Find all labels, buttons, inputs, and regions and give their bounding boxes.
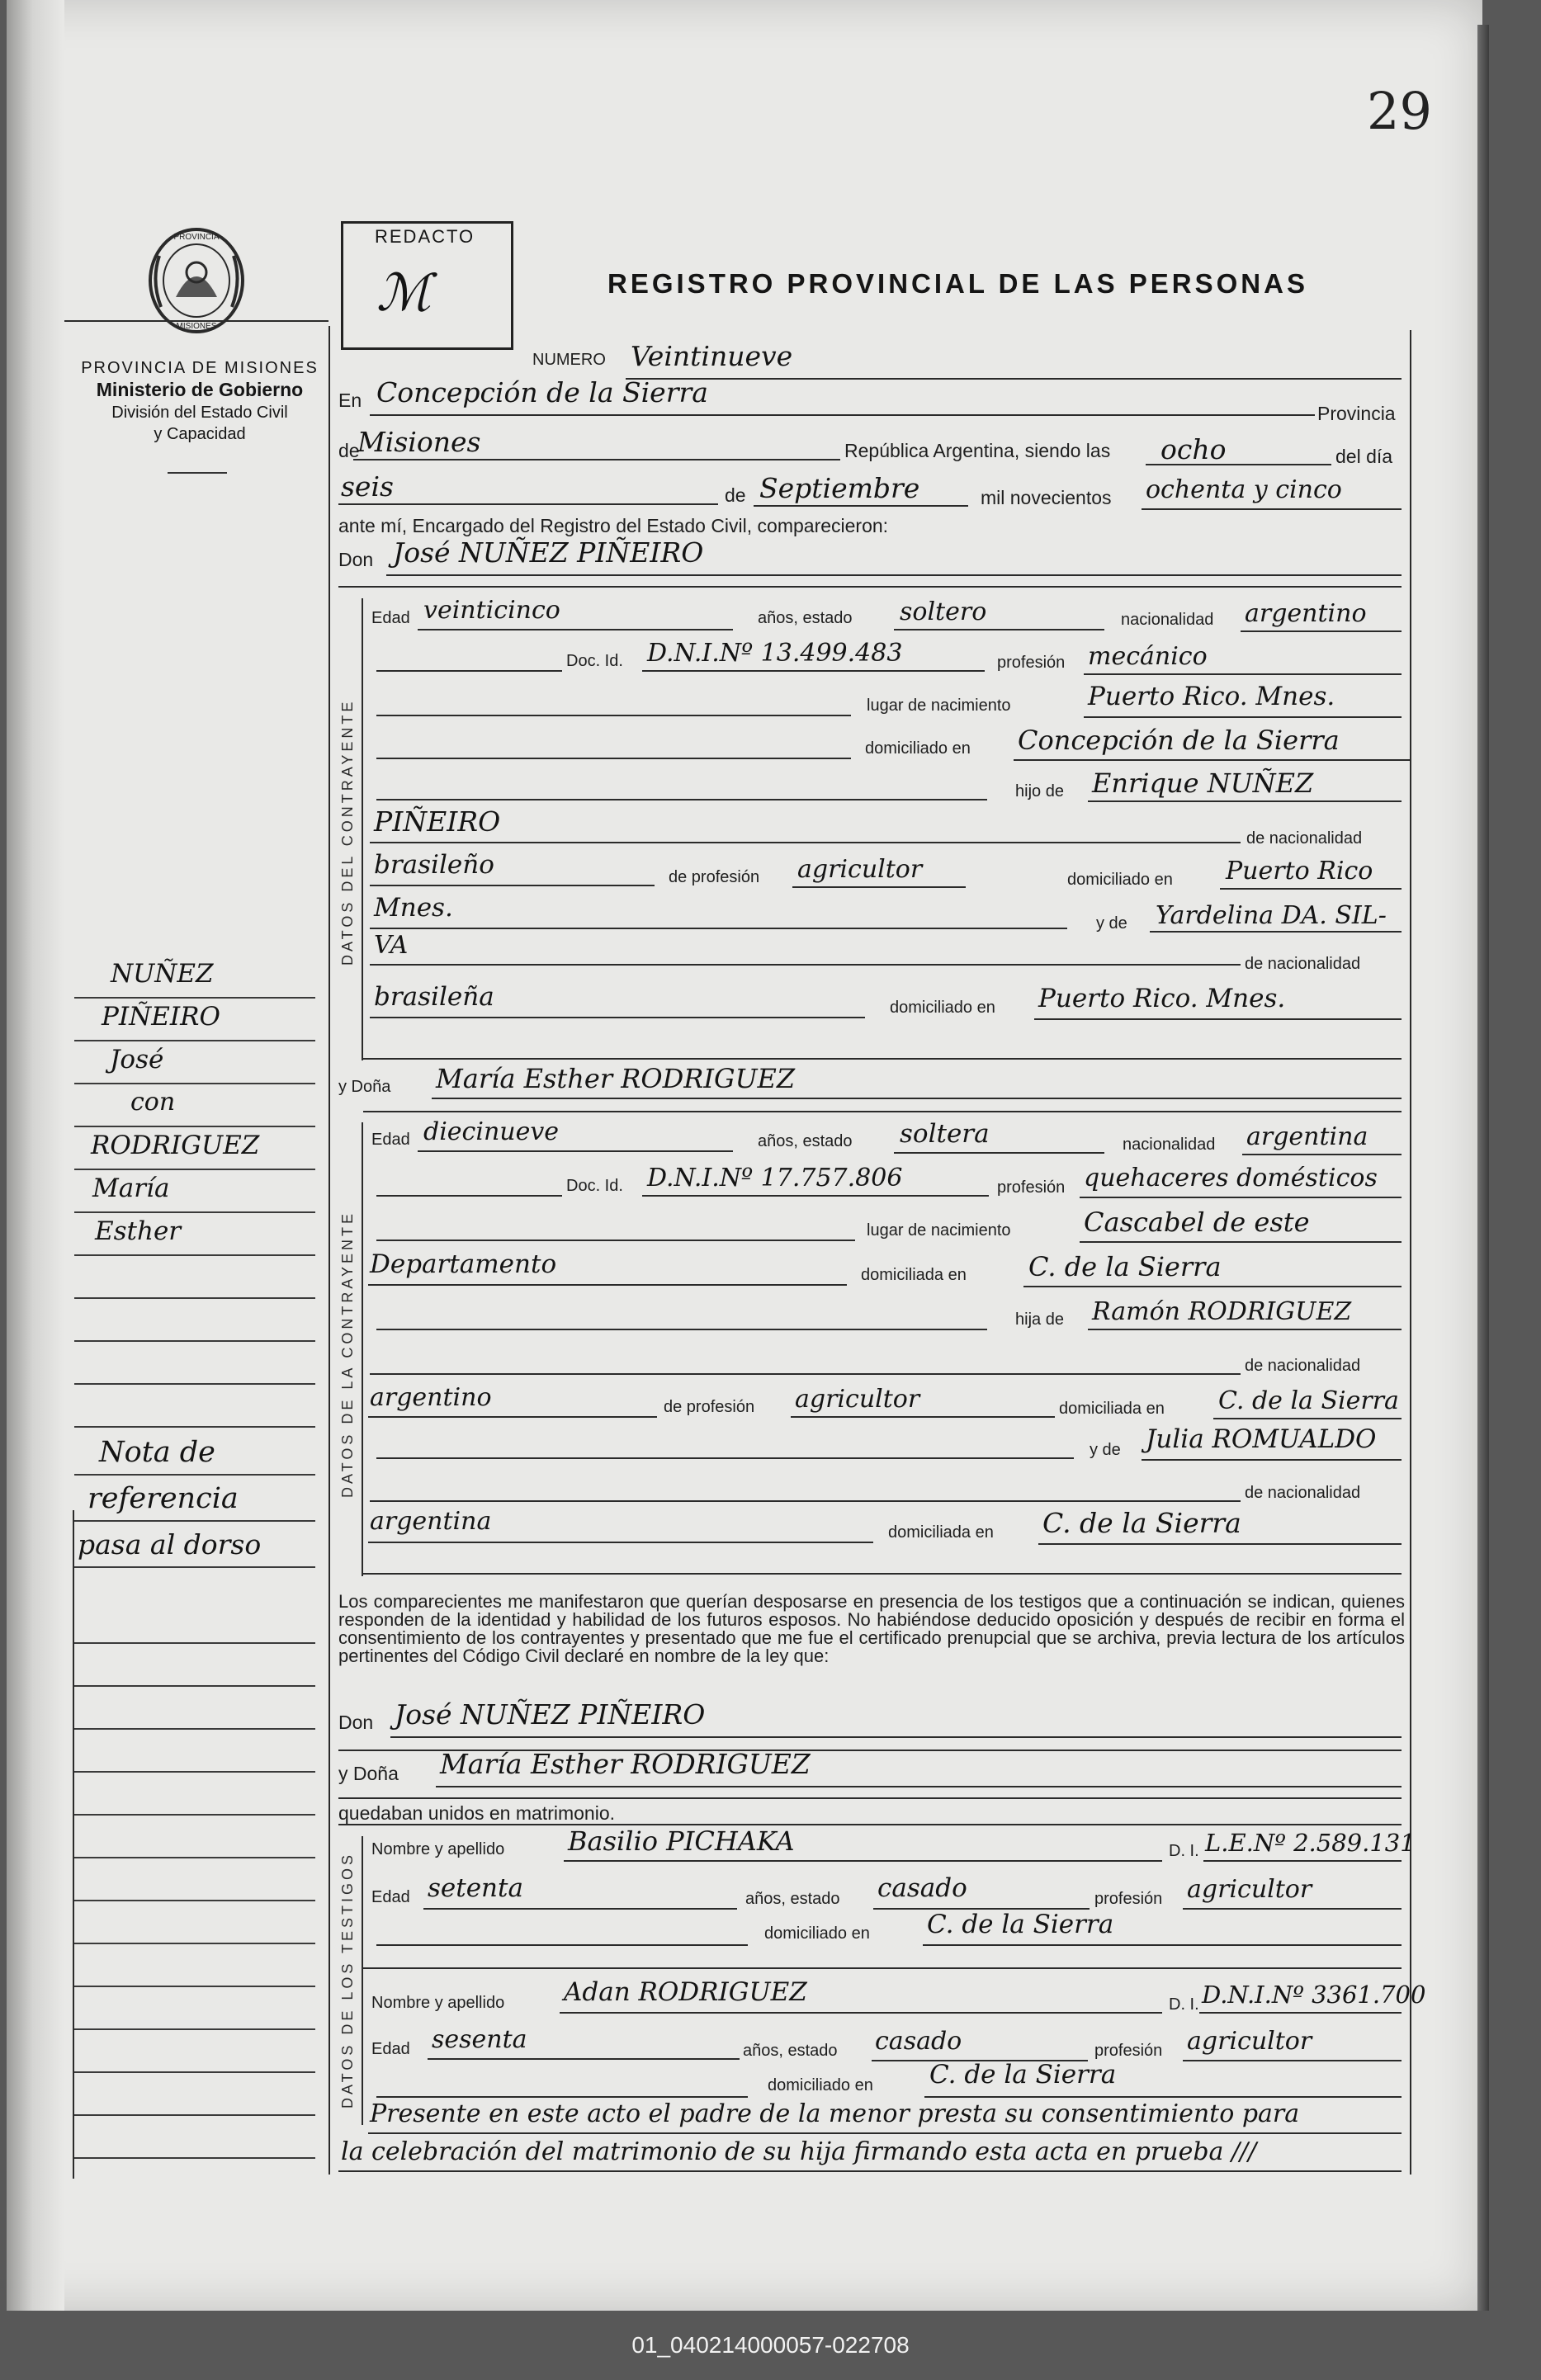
rule: [338, 1797, 1402, 1799]
rule: [370, 1017, 865, 1018]
profesion-value: mecánico: [1088, 642, 1208, 671]
margin-nota-1: Nota de: [99, 1436, 215, 1469]
padre-profesion-value: agricultor: [795, 1385, 920, 1414]
y-dona-label: y Doña: [338, 1078, 391, 1096]
profesion-label: profesión: [997, 654, 1066, 672]
margin-nota-2: referencia: [87, 1482, 239, 1515]
padre-2-value: PIÑEIRO: [374, 805, 501, 838]
margin-left-rule: [73, 1510, 74, 2179]
margin-rule: [74, 1814, 315, 1816]
rule: [894, 1152, 1104, 1154]
estado-value: soltero: [900, 597, 987, 626]
de-nacionalidad-label: de nacionalidad: [1246, 829, 1363, 848]
anio-value: ochenta y cinco: [1146, 475, 1342, 504]
rule: [1034, 1018, 1402, 1020]
margin-rule: [74, 1254, 315, 1256]
contrayente-2-nombre: María Esther RODRIGUEZ: [436, 1063, 796, 1094]
rule: [418, 1150, 733, 1152]
estado-value: soltera: [900, 1119, 990, 1149]
de-nacionalidad-label: de nacionalidad: [1245, 1357, 1361, 1375]
madre-2-value: VA: [374, 931, 409, 960]
lugar-nac-label: lugar de nacimiento: [867, 697, 1011, 715]
rule: [368, 1542, 873, 1543]
rule: [1183, 1908, 1402, 1910]
rule: [376, 1329, 987, 1330]
dia-value: seis: [341, 470, 394, 503]
rule: [338, 2170, 1402, 2172]
rule: [626, 378, 1402, 380]
page-number: 29: [1367, 81, 1432, 141]
rule: [368, 2132, 1402, 2134]
hijo-label: hijo de: [1015, 782, 1064, 800]
profesion-value: quehaceres domésticos: [1084, 1164, 1378, 1192]
margin-rule: [74, 1474, 315, 1476]
registry-page: [7, 0, 1482, 2311]
madre-value: Julia ROMUALDO: [1146, 1424, 1377, 1454]
margin-rule: [74, 1126, 315, 1127]
nota-final-line-1: Presente en este acto el padre de la menor presta su consentimiento para: [370, 2099, 1300, 2128]
t1-di-label: D. I.: [1169, 1842, 1199, 1860]
lugar-nac-value: Puerto Rico. Mnes.: [1088, 682, 1335, 711]
section-label-testigos: DATOS DE LOS TESTIGOS: [339, 1851, 356, 2108]
margin-rule: [74, 1340, 315, 1342]
rule: [376, 799, 987, 800]
margin-nombre: José: [110, 1045, 164, 1074]
t2-estado-label: años, estado: [743, 2042, 838, 2060]
margin-nota-3: pasa al dorso: [78, 1528, 262, 1561]
de-profesion-label: de profesión: [669, 868, 760, 886]
t1-domiciliado-label: domiciliado en: [764, 1924, 870, 1943]
rule: [642, 670, 985, 672]
t1-nombre-value: Basilio PICHAKA: [568, 1825, 795, 1857]
t2-di-value: D.N.I.Nº 3361.700: [1202, 1981, 1426, 2009]
edad-value: diecinueve: [423, 1117, 560, 1146]
madre-domiciliado-label: domiciliado en: [890, 999, 995, 1017]
margin-rule: [74, 1943, 315, 1944]
margin-apellido-2: PIÑEIRO: [102, 1002, 220, 1032]
scan-id: 01_040214000057-022708: [631, 2332, 910, 2358]
rule: [1150, 931, 1402, 933]
quedaban-label: quedaban unidos en matrimonio.: [338, 1802, 616, 1824]
margin-con: con: [130, 1088, 176, 1117]
rule: [1220, 888, 1402, 890]
margin-apellido-3: RODRIGUEZ: [91, 1131, 260, 1160]
madre-domicilio-value: Puerto Rico. Mnes.: [1038, 984, 1286, 1013]
rule: [368, 1416, 657, 1418]
y-de-label: y de: [1090, 1441, 1121, 1459]
t2-nombre-value: Adan RODRIGUEZ: [564, 1977, 807, 2007]
rule: [924, 2096, 1402, 2098]
republica-label: República Argentina, siendo las: [844, 440, 1111, 461]
doc-value: D.N.I.Nº 13.499.483: [647, 639, 903, 668]
testigos-frame: [362, 1836, 363, 2125]
rule: [363, 1058, 1402, 1060]
margin-rule: [74, 2114, 315, 2116]
rule: [370, 1500, 1241, 1502]
contrayente-1-nombre: José NUÑEZ PIÑEIRO: [393, 536, 704, 569]
org-division: División del Estado Civil: [111, 404, 288, 422]
main-frame-left: [329, 326, 330, 2175]
org-divider: [168, 472, 227, 474]
mil-label: mil novecientos: [981, 487, 1112, 508]
margin-rule: [74, 1169, 315, 1170]
margin-nombre-2: María: [92, 1173, 170, 1203]
hora-value: ocho: [1160, 433, 1227, 465]
doc-value: D.N.I.Nº 17.757.806: [647, 1164, 903, 1192]
rule: [376, 1944, 748, 1946]
padre-domiciliado-label: domiciliado en: [1067, 871, 1173, 889]
rule: [390, 1736, 1402, 1738]
t1-estado-value: casado: [877, 1873, 967, 1903]
rule: [564, 1860, 1162, 1862]
t1-edad-value: setenta: [428, 1873, 523, 1903]
de-mes-label: de: [725, 484, 746, 506]
rule: [338, 586, 1402, 588]
margin-rule: [74, 2028, 315, 2030]
margin-rule: [74, 1771, 315, 1773]
rule: [376, 715, 851, 716]
rule: [370, 928, 1067, 929]
provincia-value: Misiones: [357, 426, 481, 458]
numero-label: NUMERO: [532, 351, 606, 369]
domiciliado-label: domiciliado en: [865, 739, 971, 758]
margin-rule: [74, 997, 315, 999]
rule: [376, 2096, 748, 2098]
edad-value: veinticinco: [423, 596, 560, 625]
nacionalidad-value: argentino: [1245, 599, 1367, 628]
t2-edad-label: Edad: [371, 2040, 410, 2058]
lugar-value: Concepción de la Sierra: [376, 376, 708, 408]
rule: [370, 885, 655, 886]
rule: [376, 1240, 855, 1241]
rule: [1241, 630, 1402, 632]
rule: [1088, 800, 1402, 802]
mes-value: Septiembre: [759, 472, 920, 504]
rule: [376, 758, 851, 759]
t1-domicilio-value: C. de la Sierra: [927, 1910, 1114, 1939]
t2-profesion-value: agricultor: [1187, 2027, 1312, 2056]
padre-domicilio-2: Mnes.: [374, 893, 453, 923]
provincia-label: Provincia: [1317, 403, 1396, 424]
margin-rule: [74, 2071, 315, 2073]
esposa-value: María Esther RODRIGUEZ: [440, 1748, 811, 1780]
domiciliada-label: domiciliada en: [861, 1266, 967, 1284]
hija-label: hija de: [1015, 1310, 1064, 1329]
t1-edad-label: Edad: [371, 1888, 410, 1906]
numero-value: Veintinueve: [631, 340, 793, 372]
rule: [370, 842, 1241, 843]
del-dia-label: del día: [1335, 446, 1393, 467]
t1-nombre-label: Nombre y apellido: [371, 1840, 505, 1858]
rule: [1080, 1197, 1402, 1198]
org-ministry: Ministerio de Gobierno: [96, 379, 304, 400]
padre-domicilio-value: C. de la Sierra: [1218, 1386, 1399, 1415]
margin-rule: [74, 2157, 315, 2159]
ante-label: ante mí, Encargado del Registro del Estado Civil, comparecieron:: [338, 515, 889, 536]
madre-nacionalidad-value: brasileña: [374, 982, 494, 1012]
dona-label: y Doña: [338, 1763, 399, 1784]
t2-profesion-label: profesión: [1094, 2042, 1163, 2060]
seal-top-text: PROVINCIA: [173, 233, 220, 242]
rule: [1023, 1286, 1402, 1287]
margin-nombre-3: Esther: [95, 1216, 182, 1246]
rule: [1080, 1241, 1402, 1243]
padre-nacionalidad-value: argentino: [370, 1383, 492, 1412]
rule: [1142, 508, 1402, 510]
padre-nacionalidad-value: brasileño: [374, 850, 494, 880]
rule: [368, 1284, 847, 1286]
madre-nacionalidad-label: de nacionalidad: [1245, 1484, 1361, 1502]
padre-1-value: Enrique NUÑEZ: [1092, 767, 1314, 799]
rule: [560, 2012, 1162, 2014]
rule: [363, 1967, 1402, 1969]
profesion-label: profesión: [997, 1178, 1066, 1197]
rule: [338, 503, 718, 505]
margin-rule: [74, 1642, 315, 1644]
rule: [1199, 2012, 1402, 2014]
rule: [376, 1195, 562, 1197]
padre-domiciliada-label: domiciliada en: [1059, 1400, 1165, 1418]
y-de-label: y de: [1096, 914, 1127, 933]
margin-rule: [74, 1083, 315, 1084]
rule: [363, 1573, 1402, 1575]
book-edge: [1477, 25, 1489, 2311]
rule: [792, 886, 966, 888]
margin-rule: [74, 1728, 315, 1730]
redacto-signature: ℳ: [376, 262, 432, 323]
t2-domicilio-value: C. de la Sierra: [929, 2060, 1117, 2090]
contrayente-2-frame: [362, 1122, 363, 1576]
rule: [353, 459, 840, 460]
margin-top-rule: [64, 320, 329, 322]
rule: [338, 1824, 1402, 1825]
madre-nacionalidad-value: argentina: [370, 1507, 492, 1536]
org-province: PROVINCIA DE MISIONES: [81, 359, 319, 377]
margin-rule: [74, 1426, 315, 1428]
rule: [1242, 1154, 1402, 1155]
margin-rule: [74, 1297, 315, 1299]
nota-final-line-2: la celebración del matrimonio de su hija firmando esta acta en prueba ///: [341, 2137, 1257, 2166]
rule: [432, 1098, 1402, 1099]
domicilio-value: C. de la Sierra: [1028, 1251, 1222, 1282]
padre-domicilio-1: Puerto Rico: [1226, 857, 1373, 885]
rule: [370, 964, 1241, 966]
rule: [894, 629, 1104, 630]
don-label: Don: [338, 1712, 374, 1733]
rule: [428, 2058, 740, 2060]
margin-rule: [74, 1211, 315, 1213]
rule: [423, 1908, 737, 1910]
rule: [1014, 759, 1410, 761]
redacto-label: REDACTO: [375, 226, 475, 247]
margin-rule: [74, 1685, 315, 1687]
margin-rule: [74, 1986, 315, 1987]
section-label-contrayente-2: DATOS DE LA CONTRAYENTE: [339, 1210, 356, 1498]
rule: [754, 505, 968, 507]
rule: [1183, 2060, 1402, 2061]
margin-rule: [74, 1383, 315, 1385]
rule: [642, 1195, 989, 1197]
rule: [1146, 464, 1331, 465]
margin-rule: [74, 1566, 315, 1568]
edad-label: Edad: [371, 609, 410, 627]
rule: [418, 629, 733, 630]
anios-estado-label: años, estado: [758, 1132, 853, 1150]
rule: [376, 1457, 1074, 1459]
t2-nombre-label: Nombre y apellido: [371, 1994, 505, 2012]
t2-domiciliado-label: domiciliado en: [768, 2076, 873, 2094]
lugar-nac-label: lugar de nacimiento: [867, 1221, 1011, 1240]
rule: [1084, 673, 1402, 675]
rule: [791, 1416, 1055, 1418]
t1-profesion-label: profesión: [1094, 1890, 1163, 1908]
binding-spine: [7, 0, 64, 2311]
margin-rule: [74, 1857, 315, 1858]
doc-label: Doc. Id.: [566, 652, 623, 670]
rule: [923, 1944, 1402, 1946]
nacionalidad-value: argentina: [1246, 1122, 1368, 1151]
rule: [363, 1111, 1402, 1112]
rule: [386, 574, 1402, 576]
contrayente-frame: [362, 598, 363, 1060]
nacionalidad-label: nacionalidad: [1121, 611, 1214, 629]
seal-bottom-text: MISIONES: [176, 322, 217, 331]
padre-profesion-value: agricultor: [797, 855, 923, 884]
document-title: REGISTRO PROVINCIAL DE LAS PERSONAS: [607, 268, 1308, 299]
rule: [1213, 1418, 1402, 1419]
main-frame-right: [1410, 330, 1411, 2175]
en-label: En: [338, 390, 362, 411]
madre-domiciliada-label: domiciliada en: [888, 1523, 994, 1542]
de-profesion-label: de profesión: [664, 1398, 755, 1416]
madre-1-value: Yardelina DA. SIL-: [1156, 901, 1387, 930]
doc-label: Doc. Id.: [566, 1177, 623, 1195]
madre-nacionalidad-label: de nacionalidad: [1245, 955, 1361, 973]
rule: [1084, 716, 1402, 718]
t1-profesion-value: agricultor: [1187, 1875, 1312, 1904]
padre-value: Ramón RODRIGUEZ: [1092, 1297, 1352, 1326]
edad-label: Edad: [371, 1131, 410, 1149]
margin-rule: [74, 1520, 315, 1522]
margin-rule: [74, 1040, 315, 1041]
rule: [376, 670, 562, 672]
domicilio-value: Concepción de la Sierra: [1018, 725, 1340, 756]
lugar-nac-value-2: Departamento: [370, 1249, 557, 1279]
rule: [370, 414, 1315, 416]
t1-di-value: L.E.Nº 2.589.131: [1205, 1829, 1416, 1857]
esposo-value: José NUÑEZ PIÑEIRO: [395, 1698, 706, 1731]
t2-di-label: D. I.: [1169, 1995, 1199, 2014]
de-label: de: [338, 440, 360, 461]
lugar-nac-value-1: Cascabel de este: [1084, 1207, 1310, 1238]
margin-apellido-1: NUÑEZ: [111, 959, 214, 989]
rule: [1088, 1329, 1402, 1330]
anios-estado-label: años, estado: [758, 609, 853, 627]
t2-estado-value: casado: [875, 2027, 962, 2056]
section-label-contrayente: DATOS DEL CONTRAYENTE: [339, 698, 356, 966]
t2-edad-value: sesenta: [432, 2025, 527, 2054]
nacionalidad-label: nacionalidad: [1123, 1136, 1216, 1154]
org-division-2: y Capacidad: [154, 425, 246, 443]
t1-estado-label: años, estado: [745, 1890, 840, 1908]
declaration-text: Los comparecientes me manifestaron que querían desposarse en presencia de los testigos que a continuación se indican, quienes responden de la identidad y habilidad de los futuros esposos. No habiéndose deducido oposición y después de recibir en forma el consentimiento de los contrayentes y presentado que me fue el certificado prenupcial que se archiva, previa lectura de los artículos pertinentes del Código Civil declaré en nombre de la ley que:: [338, 1591, 1405, 1666]
don-label: Don: [338, 549, 374, 570]
rule: [370, 1373, 1241, 1375]
rule: [1203, 1860, 1402, 1862]
margin-rule: [74, 1900, 315, 1901]
rule: [1038, 1543, 1402, 1545]
rule: [436, 1786, 1402, 1787]
rule: [1142, 1459, 1402, 1461]
madre-domicilio-value: C. de la Sierra: [1042, 1507, 1241, 1539]
